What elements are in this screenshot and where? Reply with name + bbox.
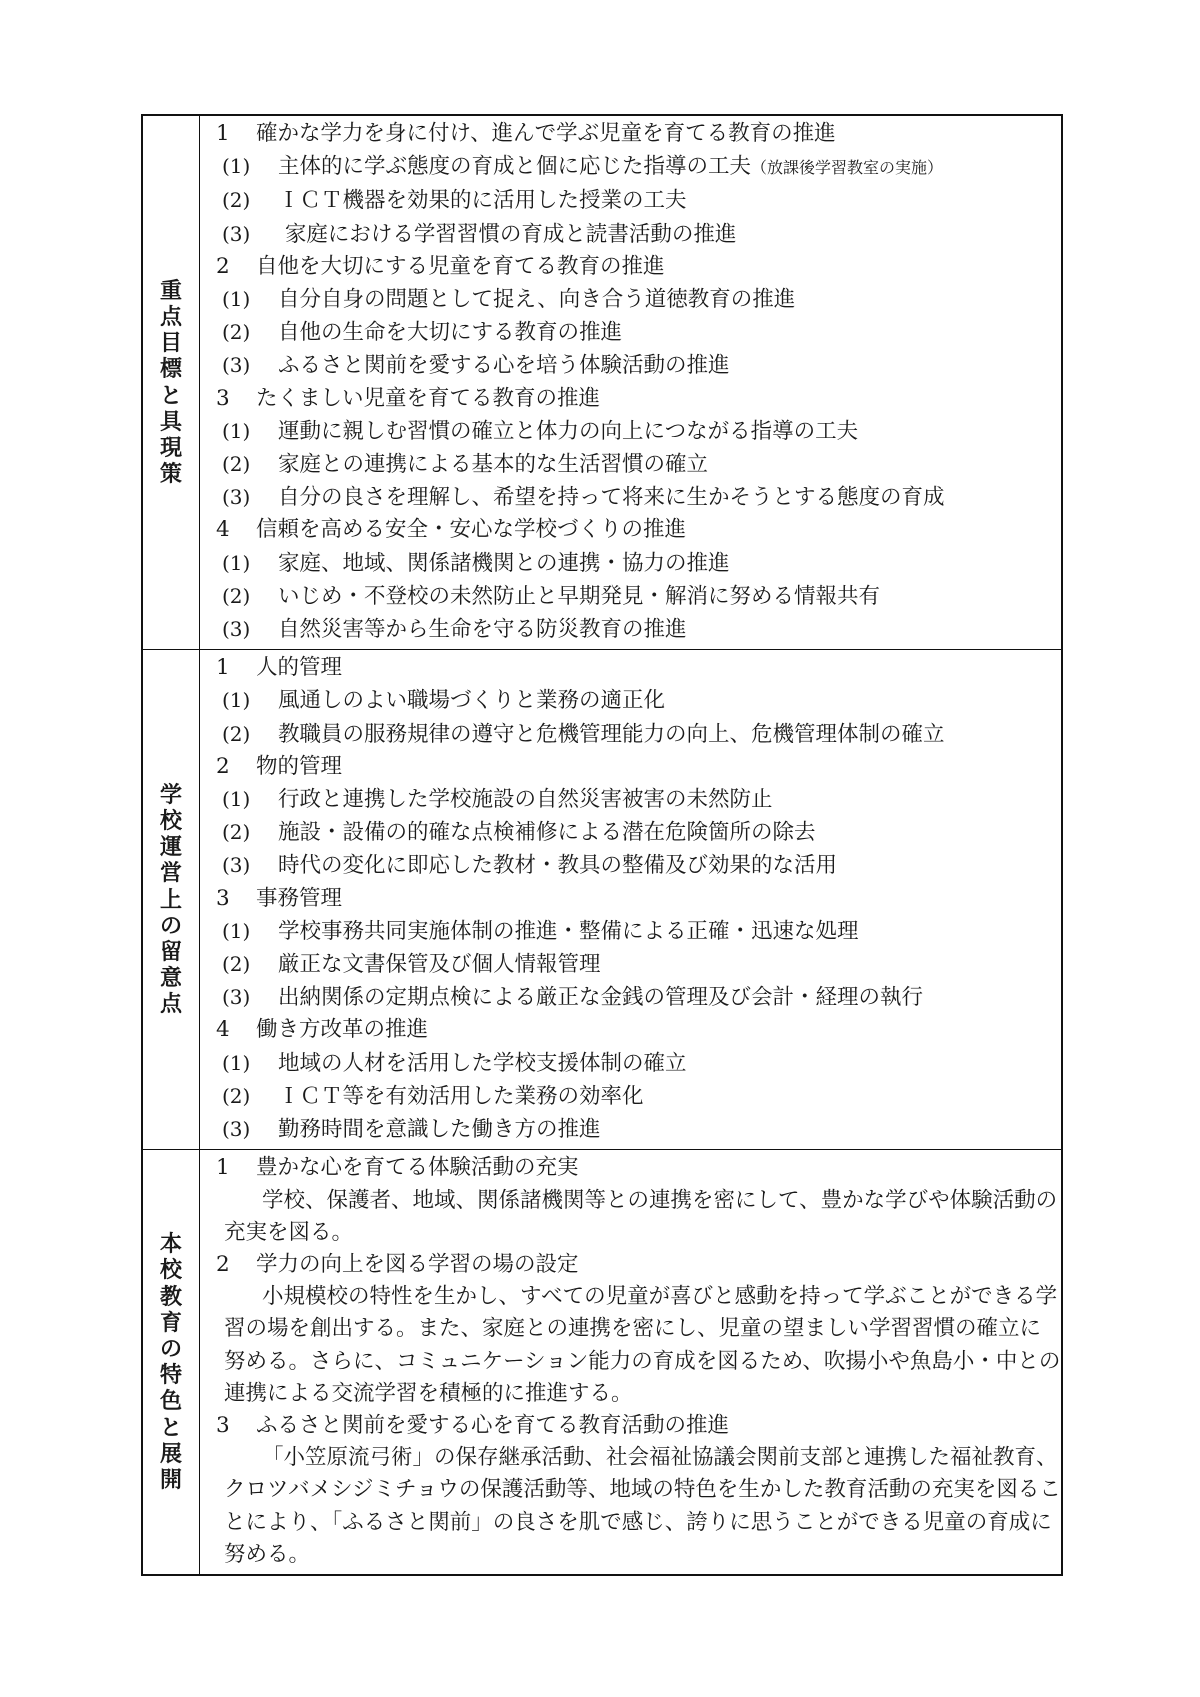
- goal-subitem: [200, 684, 1061, 717]
- label-char: と: [159, 1414, 182, 1441]
- goal-subitem: [200, 816, 1061, 849]
- label-char: 本: [159, 1231, 182, 1258]
- section-label-cell: [142, 115, 200, 650]
- item-number: (1): [222, 154, 251, 179]
- item-number: (3): [222, 617, 251, 642]
- item-text: 豊かな心を育てる体験活動の充実: [256, 1155, 579, 1181]
- item-number: (2): [222, 952, 251, 977]
- item-number: 1: [216, 1155, 230, 1181]
- goal-subitem: [200, 915, 1061, 948]
- goal-subitem: [200, 948, 1061, 981]
- item-text: たくましい児童を育てる教育の推進: [256, 385, 601, 411]
- goal-subitem: [200, 218, 1061, 251]
- label-char: 開: [159, 1466, 182, 1493]
- item-text: 勤務時間を意識した働き方の推進: [278, 1117, 601, 1143]
- goal-subitem: [200, 448, 1061, 481]
- item-text: いじめ・不登校の未然防止と早期発見・解消に努める情報共有: [278, 583, 881, 609]
- item-number: 1: [216, 655, 230, 681]
- item-number: 4: [216, 1017, 230, 1043]
- item-number: (1): [222, 1050, 251, 1075]
- item-text: 行政と連携した学校施設の自然災害被害の未然防止: [278, 787, 773, 813]
- label-char: 点: [159, 991, 182, 1018]
- item-number: (3): [222, 1117, 251, 1142]
- item-number: (2): [222, 452, 251, 477]
- label-char: 意: [159, 965, 182, 992]
- section-label: [158, 278, 184, 488]
- description-paragraph: [200, 1185, 1061, 1249]
- item-number: (3): [222, 485, 251, 510]
- goal-subitem: [200, 349, 1061, 382]
- item-number: (1): [222, 688, 251, 713]
- item-text: 自分自身の問題として捉え、向き合う道徳教育の推進: [278, 287, 796, 313]
- item-text: 施設・設備の的確な点検補修による潜在危険箇所の除去: [278, 820, 816, 846]
- goal-heading: [200, 383, 1061, 415]
- item-text: 働き方改革の推進: [256, 1017, 429, 1043]
- label-char: 校: [159, 1257, 182, 1284]
- goal-subitem: [200, 849, 1061, 882]
- item-text: ＩＣＴ機器を効果的に活用した授業の工夫: [278, 188, 687, 214]
- label-char: 具: [159, 408, 182, 435]
- description-paragraph: [200, 1281, 1061, 1410]
- item-text: 自他を大切にする児童を育てる教育の推進: [256, 253, 665, 279]
- goal-subitem: [200, 718, 1061, 751]
- goal-heading: [200, 251, 1061, 283]
- section-row: [142, 650, 1062, 1150]
- item-text: 家庭との連携による基本的な生活習慣の確立: [278, 452, 709, 478]
- goal-subitem: [200, 613, 1061, 646]
- item-text: 人的管理: [256, 655, 343, 681]
- item-note: （放課後学習教室の実施）: [751, 158, 944, 178]
- label-char: 色: [159, 1388, 182, 1415]
- label-char: 重: [159, 277, 182, 304]
- item-number: 2: [216, 253, 230, 279]
- label-char: 目: [159, 330, 182, 357]
- item-text: 厳正な文書保管及び個人情報管理: [278, 952, 601, 978]
- item-text: 「小笠原流弓術」の保存継承活動、社会福祉協議会関前支部と連携した福祉教育、クロツバメシジミチョウの保護活動等、地域の特色を生かした教育活動の充実を図ることにより、「ふるさと関前」の良さを肌で感じ、誇りに思うことができる児童の育成に努める。: [224, 1445, 1061, 1567]
- goal-heading: [200, 1249, 1061, 1281]
- section-content-cell: [200, 115, 1063, 650]
- item-number: (3): [222, 853, 251, 878]
- item-text: 学力の向上を図る学習の場の設定: [256, 1251, 579, 1277]
- goal-subitem: [200, 547, 1061, 580]
- goal-heading: [200, 1152, 1061, 1184]
- item-text: ＩＣＴ等を有効活用した業務の効率化: [278, 1083, 644, 1109]
- goal-heading: [200, 1014, 1061, 1046]
- section-row: [142, 115, 1062, 650]
- section-label-cell: [142, 650, 200, 1150]
- goal-heading: [200, 118, 1061, 150]
- item-number: (1): [222, 550, 251, 575]
- goal-subitem: [200, 783, 1061, 816]
- label-char: 現: [159, 435, 182, 462]
- item-number: 1: [216, 121, 230, 146]
- section-label-cell: [142, 1150, 200, 1575]
- item-number: (3): [222, 221, 251, 246]
- label-char: 育: [159, 1309, 182, 1336]
- item-text: 時代の変化に即応した教材・教具の整備及び効果的な活用: [278, 853, 838, 879]
- label-char: 運: [159, 834, 182, 861]
- item-text: 自然災害等から生命を守る防災教育の推進: [278, 617, 687, 643]
- item-text: 風通しのよい職場づくりと業務の適正化: [278, 688, 666, 714]
- section-label: [158, 1231, 184, 1493]
- item-number: 3: [216, 1412, 230, 1438]
- label-char: 点: [159, 304, 182, 331]
- item-text: 主体的に学ぶ態度の育成と個に応じた指導の工夫: [278, 154, 752, 180]
- label-char: 学: [159, 781, 182, 808]
- label-char: 展: [159, 1440, 182, 1467]
- item-text: 出納関係の定期点検による厳正な金銭の管理及び会計・経理の執行: [278, 985, 924, 1011]
- item-text: 教職員の服務規律の遵守と危機管理能力の向上、危機管理体制の確立: [278, 721, 945, 747]
- item-number: (1): [222, 918, 251, 943]
- goal-subitem: [200, 981, 1061, 1014]
- goal-subitem: [200, 1080, 1061, 1113]
- goal-subitem: [200, 283, 1061, 316]
- label-char: 特: [159, 1362, 182, 1389]
- goal-subitem: [200, 1047, 1061, 1080]
- item-number: 3: [216, 385, 230, 411]
- item-number: (2): [222, 1083, 251, 1108]
- label-char: の: [159, 1335, 182, 1362]
- section-content-cell: [200, 1150, 1063, 1575]
- item-text: ふるさと関前を愛する心を育てる教育活動の推進: [256, 1412, 730, 1438]
- item-text: 地域の人材を活用した学校支援体制の確立: [278, 1050, 687, 1076]
- goal-subitem: [200, 481, 1061, 514]
- goal-heading: [200, 1410, 1061, 1442]
- goal-subitem: [200, 184, 1061, 217]
- item-text: 事務管理: [256, 885, 343, 911]
- item-number: (2): [222, 583, 251, 608]
- item-text: 家庭における学習習慣の育成と読書活動の推進: [278, 221, 737, 247]
- item-number: (3): [222, 353, 251, 378]
- item-number: 4: [216, 517, 230, 543]
- label-char: 上: [159, 886, 182, 913]
- section-content-cell: [200, 650, 1063, 1150]
- item-text: 物的管理: [256, 753, 343, 779]
- item-text: 信頼を高める安全・安心な学校づくりの推進: [256, 517, 687, 543]
- goal-heading: [200, 514, 1061, 546]
- goal-subitem: [200, 580, 1061, 613]
- item-number: 2: [216, 753, 230, 779]
- item-text: 自分の良さを理解し、希望を持って将来に生かそうとする態度の育成: [278, 485, 945, 511]
- item-text: 運動に親しむ習慣の確立と体力の向上につながる指導の工夫: [278, 418, 859, 444]
- item-text: 自他の生命を大切にする教育の推進: [278, 320, 623, 346]
- section-row: [142, 1150, 1062, 1575]
- label-char: 標: [159, 356, 182, 383]
- goal-heading: [200, 751, 1061, 783]
- item-number: 3: [216, 885, 230, 911]
- item-text: 小規模校の特性を生かし、すべての児童が喜びと感動を持って学ぶことができる学習の場を創出する。また、家庭との連携を密にし、児童の望ましい学習習慣の確立に努める。さらに、コミュニケーション能力の育成を図るため、吹揚小や魚島小・中との連携による交流学習を積極的に推進する。: [224, 1284, 1061, 1406]
- goal-subitem: [200, 316, 1061, 349]
- label-char: 校: [159, 808, 182, 835]
- goal-subitem: [200, 1113, 1061, 1146]
- item-number: 2: [216, 1251, 230, 1277]
- item-number: (1): [222, 418, 251, 443]
- item-number: (1): [222, 287, 251, 312]
- label-char: と: [159, 382, 182, 409]
- description-paragraph: [200, 1442, 1061, 1571]
- label-char: 策: [159, 461, 182, 488]
- item-text: ふるさと関前を愛する心を培う体験活動の推進: [278, 353, 730, 379]
- school-plan-table: [141, 114, 1063, 1576]
- item-number: (1): [222, 787, 251, 812]
- label-char: 教: [159, 1283, 182, 1310]
- item-number: (3): [222, 985, 251, 1010]
- item-text: 学校事務共同実施体制の推進・整備による正確・迅速な処理: [278, 918, 859, 944]
- label-char: 営: [159, 860, 182, 887]
- section-label: [158, 782, 184, 1018]
- item-text: 確かな学力を身に付け、進んで学ぶ児童を育てる教育の推進: [256, 121, 836, 146]
- goal-subitem: [200, 415, 1061, 448]
- item-text: 家庭、地域、関係諸機関との連携・協力の推進: [278, 550, 730, 576]
- table-body: [142, 115, 1062, 1575]
- label-char: 留: [159, 939, 182, 966]
- item-number: (2): [222, 188, 251, 213]
- item-number: (2): [222, 320, 251, 345]
- item-number: (2): [222, 820, 251, 845]
- goal-heading: [200, 883, 1061, 915]
- goal-heading: [200, 652, 1061, 684]
- item-text: 学校、保護者、地域、関係諸機関等との連携を密にして、豊かな学びや体験活動の充実を図る。: [224, 1187, 1058, 1245]
- goal-subitem: [200, 150, 1061, 184]
- label-char: の: [159, 912, 182, 939]
- item-number: (2): [222, 721, 251, 746]
